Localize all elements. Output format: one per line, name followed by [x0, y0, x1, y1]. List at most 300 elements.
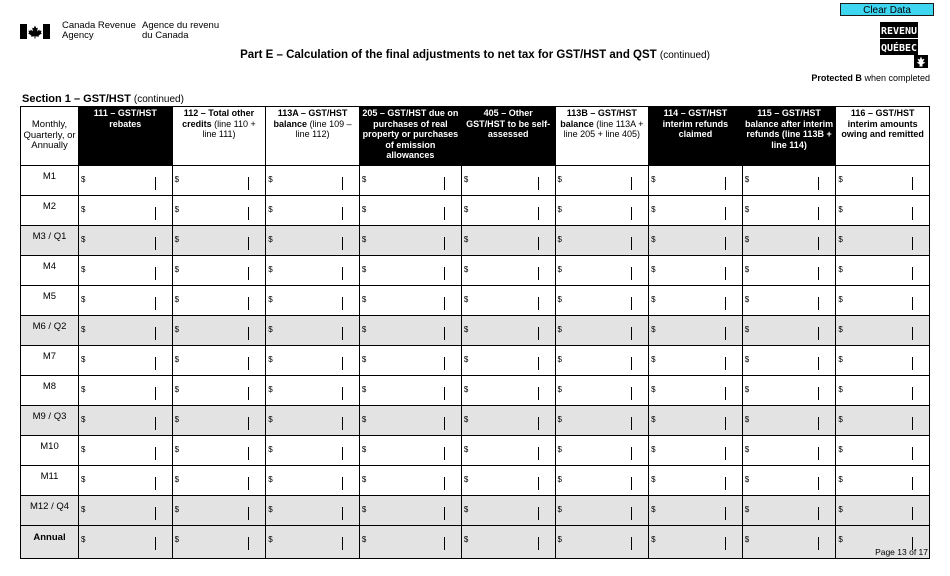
agency-en-line1: Canada Revenue — [62, 20, 136, 31]
amount-input[interactable] — [183, 228, 248, 248]
cents-divider — [818, 357, 819, 370]
dollar-sign: $ — [557, 355, 562, 364]
amount-input[interactable] — [566, 438, 631, 458]
amount-cell-inner — [836, 466, 929, 490]
cents-divider — [912, 507, 913, 520]
amount-input[interactable] — [659, 438, 724, 458]
cents-divider — [155, 507, 156, 520]
cents-divider — [725, 237, 726, 250]
amount-input[interactable] — [89, 378, 154, 398]
amount-input[interactable] — [183, 438, 248, 458]
amount-input[interactable] — [472, 498, 537, 518]
amount-input[interactable] — [753, 498, 818, 518]
amount-input[interactable] — [472, 288, 537, 308]
cents-divider — [725, 477, 726, 490]
amount-input[interactable] — [89, 258, 154, 278]
amount-input[interactable] — [566, 258, 631, 278]
amount-input[interactable] — [566, 228, 631, 248]
cents-divider — [342, 507, 343, 520]
amount-cell-inner — [649, 316, 742, 340]
amount-input[interactable] — [753, 348, 818, 368]
dollar-sign: $ — [651, 325, 656, 334]
amount-input[interactable] — [370, 198, 443, 218]
amount-input[interactable] — [659, 228, 724, 248]
dollar-sign: $ — [651, 385, 656, 394]
dollar-sign: $ — [557, 325, 562, 334]
amount-cell-inner — [79, 466, 172, 490]
amount-cell — [555, 436, 649, 466]
cents-divider — [818, 387, 819, 400]
cents-divider — [342, 477, 343, 490]
dollar-sign: $ — [557, 265, 562, 274]
amount-input[interactable] — [183, 528, 248, 548]
amount-cell-inner — [360, 436, 461, 460]
amount-cell-inner — [360, 346, 461, 370]
amount-cell-inner — [836, 496, 929, 520]
amount-cell-inner — [79, 316, 172, 340]
amount-cell — [836, 286, 930, 316]
amount-input[interactable] — [276, 258, 341, 278]
dollar-sign: $ — [557, 235, 562, 244]
amount-input[interactable] — [370, 318, 443, 338]
amount-input[interactable] — [183, 168, 248, 188]
dollar-sign: $ — [268, 535, 273, 544]
cents-divider — [631, 477, 632, 490]
cents-divider — [818, 237, 819, 250]
amount-input[interactable] — [276, 438, 341, 458]
column-header-1 — [79, 107, 173, 166]
page-title-suffix: (continued) — [659, 50, 710, 61]
cents-divider — [155, 297, 156, 310]
amount-input[interactable] — [846, 168, 911, 188]
amount-cell — [461, 316, 555, 346]
amount-input[interactable] — [89, 318, 154, 338]
amount-input[interactable] — [659, 408, 724, 428]
amount-input[interactable] — [89, 498, 154, 518]
dollar-sign: $ — [744, 535, 750, 544]
amount-input[interactable] — [472, 468, 537, 488]
amount-cell — [742, 226, 836, 256]
cents-divider — [818, 267, 819, 280]
amount-cell-inner — [743, 316, 836, 340]
cents-divider — [444, 387, 445, 400]
amount-input[interactable] — [659, 198, 724, 218]
amount-cell-inner — [360, 166, 461, 190]
amount-input[interactable] — [753, 378, 818, 398]
amount-cell-inner — [79, 256, 172, 280]
amount-input[interactable] — [370, 378, 443, 398]
amount-input[interactable] — [846, 318, 911, 338]
amount-cell-inner — [79, 406, 172, 430]
dollar-sign: $ — [268, 355, 273, 364]
cents-divider — [818, 477, 819, 490]
dollar-sign: $ — [744, 205, 750, 214]
cents-divider — [725, 267, 726, 280]
amount-cell-inner — [462, 406, 555, 430]
amount-input[interactable] — [846, 468, 911, 488]
amount-cell — [649, 166, 743, 196]
amount-cell — [266, 526, 360, 559]
amount-cell-inner — [462, 346, 555, 370]
amount-cell — [461, 256, 555, 286]
amount-cell-inner — [462, 256, 555, 280]
amount-input[interactable] — [472, 258, 537, 278]
amount-input[interactable] — [566, 498, 631, 518]
column-header-2 — [172, 107, 266, 166]
cents-divider — [342, 237, 343, 250]
cents-divider — [444, 177, 445, 190]
cents-divider — [444, 237, 445, 250]
dollar-sign: $ — [744, 415, 750, 424]
cents-divider — [342, 417, 343, 430]
amount-cell-inner — [743, 346, 836, 370]
amount-input[interactable] — [659, 258, 724, 278]
dollar-sign: $ — [174, 295, 180, 304]
amount-cell — [79, 226, 173, 256]
amount-input[interactable] — [183, 408, 248, 428]
amount-cell-inner — [266, 406, 359, 430]
amount-input[interactable] — [846, 408, 911, 428]
amount-cell-inner — [360, 496, 461, 520]
dollar-sign: $ — [651, 175, 656, 184]
cents-divider — [818, 417, 819, 430]
amount-cell — [742, 286, 836, 316]
amount-input[interactable] — [472, 528, 537, 548]
amount-input[interactable] — [89, 408, 154, 428]
amount-input[interactable] — [183, 198, 248, 218]
amount-input[interactable] — [566, 378, 631, 398]
column-header-3 — [266, 107, 360, 166]
amount-cell-inner — [556, 496, 649, 520]
cents-divider — [155, 357, 156, 370]
amount-input[interactable] — [659, 348, 724, 368]
table-row — [21, 406, 930, 436]
amount-cell-inner — [360, 226, 461, 250]
cents-divider — [912, 387, 913, 400]
amount-input[interactable] — [276, 498, 341, 518]
dollar-sign: $ — [463, 355, 469, 364]
amount-input[interactable] — [276, 408, 341, 428]
amount-input[interactable] — [276, 288, 341, 308]
amount-input[interactable] — [276, 318, 341, 338]
amount-input[interactable] — [846, 288, 911, 308]
amount-input[interactable] — [753, 228, 818, 248]
amount-input[interactable] — [566, 528, 631, 548]
amount-input[interactable] — [370, 228, 443, 248]
amount-cell-inner — [556, 196, 649, 220]
dollar-sign: $ — [651, 295, 656, 304]
amount-cell — [742, 346, 836, 376]
amount-cell-inner — [266, 496, 359, 520]
amount-cell-inner — [556, 376, 649, 400]
cents-divider — [725, 327, 726, 340]
amount-input[interactable] — [89, 348, 154, 368]
amount-input[interactable] — [753, 438, 818, 458]
amount-cell-inner — [556, 316, 649, 340]
amount-input[interactable] — [370, 348, 443, 368]
amount-input[interactable] — [846, 378, 911, 398]
amount-input[interactable] — [89, 168, 154, 188]
amount-cell-inner — [266, 286, 359, 310]
cents-divider — [725, 207, 726, 220]
amount-cell-inner — [743, 496, 836, 520]
amount-cell — [555, 376, 649, 406]
amount-input[interactable] — [183, 498, 248, 518]
dollar-sign: $ — [651, 535, 656, 544]
amount-input[interactable] — [472, 378, 537, 398]
dollar-sign: $ — [557, 535, 562, 544]
amount-input[interactable] — [846, 348, 911, 368]
amount-input[interactable] — [472, 408, 537, 428]
dollar-sign: $ — [463, 265, 469, 274]
amount-input[interactable] — [89, 468, 154, 488]
cents-divider — [538, 267, 539, 280]
amount-cell — [836, 466, 930, 496]
cents-divider — [444, 357, 445, 370]
amount-cell-inner — [743, 286, 836, 310]
amount-cell-inner — [79, 496, 172, 520]
amount-input[interactable] — [276, 348, 341, 368]
dollar-sign: $ — [557, 175, 562, 184]
period-label: M10 — [21, 436, 79, 466]
amount-input[interactable] — [276, 468, 341, 488]
amount-cell-inner — [556, 436, 649, 460]
cents-divider — [444, 537, 445, 550]
amount-input[interactable] — [276, 198, 341, 218]
table-row — [21, 286, 930, 316]
amount-input[interactable] — [659, 498, 724, 518]
amount-cell — [172, 346, 266, 376]
amount-cell-inner — [836, 286, 929, 310]
amount-input[interactable] — [753, 288, 818, 308]
amount-cell — [79, 436, 173, 466]
cents-divider — [631, 507, 632, 520]
amount-input[interactable] — [566, 468, 631, 488]
amount-input[interactable] — [753, 198, 818, 218]
amount-input[interactable] — [276, 168, 341, 188]
amount-input[interactable] — [89, 528, 154, 548]
amount-input[interactable] — [566, 408, 631, 428]
amount-cell-inner — [173, 526, 266, 550]
amount-input[interactable] — [659, 528, 724, 548]
amount-input[interactable] — [472, 318, 537, 338]
dollar-sign: $ — [81, 355, 86, 364]
amount-input[interactable] — [753, 258, 818, 278]
amount-input[interactable] — [472, 438, 537, 458]
amount-cell-inner — [79, 226, 172, 250]
amount-input[interactable] — [472, 198, 537, 218]
cents-divider — [538, 297, 539, 310]
amount-input[interactable] — [370, 258, 443, 278]
amount-cell-inner — [649, 436, 742, 460]
cents-divider — [342, 267, 343, 280]
amount-cell-inner — [266, 226, 359, 250]
amount-input[interactable] — [89, 288, 154, 308]
amount-cell — [79, 286, 173, 316]
amount-input[interactable] — [753, 528, 818, 548]
cents-divider — [342, 357, 343, 370]
dollar-sign: $ — [174, 235, 180, 244]
amount-input[interactable] — [370, 408, 443, 428]
amount-input[interactable] — [370, 498, 443, 518]
amount-input[interactable] — [183, 258, 248, 278]
amount-input[interactable] — [370, 438, 443, 458]
amount-input[interactable] — [89, 228, 154, 248]
amount-input[interactable] — [753, 468, 818, 488]
amount-input[interactable] — [659, 468, 724, 488]
amount-input[interactable] — [659, 318, 724, 338]
dollar-sign: $ — [81, 205, 86, 214]
amount-input[interactable] — [276, 528, 341, 548]
amount-input[interactable] — [846, 228, 911, 248]
cents-divider — [538, 207, 539, 220]
amount-input[interactable] — [753, 318, 818, 338]
amount-input[interactable] — [370, 528, 443, 548]
amount-input[interactable] — [370, 288, 443, 308]
amount-input[interactable] — [183, 348, 248, 368]
amount-input[interactable] — [846, 258, 911, 278]
cents-divider — [538, 477, 539, 490]
dollar-sign: $ — [268, 265, 273, 274]
cents-divider — [155, 447, 156, 460]
amount-input[interactable] — [753, 168, 818, 188]
amount-cell — [461, 166, 555, 196]
amount-cell — [266, 346, 360, 376]
amount-input[interactable] — [472, 168, 537, 188]
amount-cell — [266, 466, 360, 496]
amount-cell-inner — [173, 376, 266, 400]
dollar-sign: $ — [838, 235, 843, 244]
cents-divider — [248, 507, 249, 520]
amount-cell — [461, 496, 555, 526]
cents-divider — [444, 327, 445, 340]
amount-cell-inner — [556, 526, 649, 550]
amount-input[interactable] — [846, 198, 911, 218]
table-row — [21, 436, 930, 466]
amount-cell-inner — [462, 286, 555, 310]
amount-input[interactable] — [566, 168, 631, 188]
amount-cell-inner — [360, 196, 461, 220]
amount-input[interactable] — [89, 198, 154, 218]
amount-input[interactable] — [89, 438, 154, 458]
dollar-sign: $ — [463, 535, 469, 544]
amount-input[interactable] — [276, 228, 341, 248]
amount-input[interactable] — [659, 378, 724, 398]
cents-divider — [444, 507, 445, 520]
amount-cell — [742, 526, 836, 559]
amount-cell — [461, 466, 555, 496]
table-row — [21, 196, 930, 226]
dollar-sign: $ — [651, 235, 656, 244]
amount-cell — [555, 166, 649, 196]
amount-cell — [555, 406, 649, 436]
amount-cell — [555, 196, 649, 226]
amount-cell-inner — [173, 316, 266, 340]
cents-divider — [248, 297, 249, 310]
amount-cell — [555, 256, 649, 286]
amount-cell — [359, 526, 461, 559]
amount-cell-inner — [649, 226, 742, 250]
cents-divider — [631, 537, 632, 550]
amount-input[interactable] — [370, 468, 443, 488]
amount-cell-inner — [836, 376, 929, 400]
table-row — [21, 496, 930, 526]
amount-cell — [266, 286, 360, 316]
amount-input[interactable] — [183, 378, 248, 398]
amount-input[interactable] — [659, 288, 724, 308]
amount-cell-inner — [462, 196, 555, 220]
amount-input[interactable] — [846, 528, 911, 548]
column-header-title: 205 – GST/HST due on purchases of real property or purchases of emission allowances — [362, 108, 459, 160]
amount-input[interactable] — [183, 468, 248, 488]
period-label: M9 / Q3 — [21, 406, 79, 436]
dollar-sign: $ — [268, 505, 273, 514]
period-label: Annual — [21, 526, 79, 559]
amount-input[interactable] — [566, 318, 631, 338]
amount-cell-inner — [266, 376, 359, 400]
column-header-detail: (line 110 + line 111) — [202, 118, 256, 139]
amount-cell — [359, 376, 461, 406]
amount-input[interactable] — [566, 348, 631, 368]
cents-divider — [248, 477, 249, 490]
amount-cell — [79, 496, 173, 526]
dollar-sign: $ — [81, 235, 86, 244]
amount-cell — [742, 316, 836, 346]
clear-data-button[interactable]: Clear Data — [840, 3, 934, 16]
amount-cell-inner — [462, 376, 555, 400]
column-header-title: 113A – GST/HST balance — [273, 108, 348, 129]
dollar-sign: $ — [557, 505, 562, 514]
amount-input[interactable] — [659, 168, 724, 188]
section-heading-suffix: (continued) — [133, 94, 184, 105]
cents-divider — [248, 537, 249, 550]
amount-input[interactable] — [566, 288, 631, 308]
dollar-sign: $ — [744, 235, 750, 244]
amount-input[interactable] — [472, 348, 537, 368]
cents-divider — [912, 447, 913, 460]
dollar-sign: $ — [268, 385, 273, 394]
amount-input[interactable] — [566, 198, 631, 218]
amount-input[interactable] — [183, 318, 248, 338]
amount-cell-inner — [360, 376, 461, 400]
cents-divider — [444, 477, 445, 490]
cents-divider — [248, 357, 249, 370]
amount-input[interactable] — [753, 408, 818, 428]
dollar-sign: $ — [361, 475, 367, 484]
amount-cell — [359, 286, 461, 316]
table-row — [21, 466, 930, 496]
dollar-sign: $ — [361, 535, 367, 544]
amount-cell — [266, 196, 360, 226]
amount-input[interactable] — [183, 288, 248, 308]
dollar-sign: $ — [557, 295, 562, 304]
amount-cell-inner — [743, 466, 836, 490]
amount-input[interactable] — [276, 378, 341, 398]
amount-cell — [266, 496, 360, 526]
period-label: M2 — [21, 196, 79, 226]
cents-divider — [155, 387, 156, 400]
amount-input[interactable] — [370, 168, 443, 188]
amount-cell-inner — [649, 256, 742, 280]
cents-divider — [631, 357, 632, 370]
amount-cell — [836, 256, 930, 286]
amount-cell — [836, 346, 930, 376]
amount-input[interactable] — [846, 498, 911, 518]
amount-input[interactable] — [846, 438, 911, 458]
amount-input[interactable] — [472, 228, 537, 248]
column-header-title: 113B – GST/HST balance — [560, 108, 637, 129]
amount-cell — [649, 466, 743, 496]
